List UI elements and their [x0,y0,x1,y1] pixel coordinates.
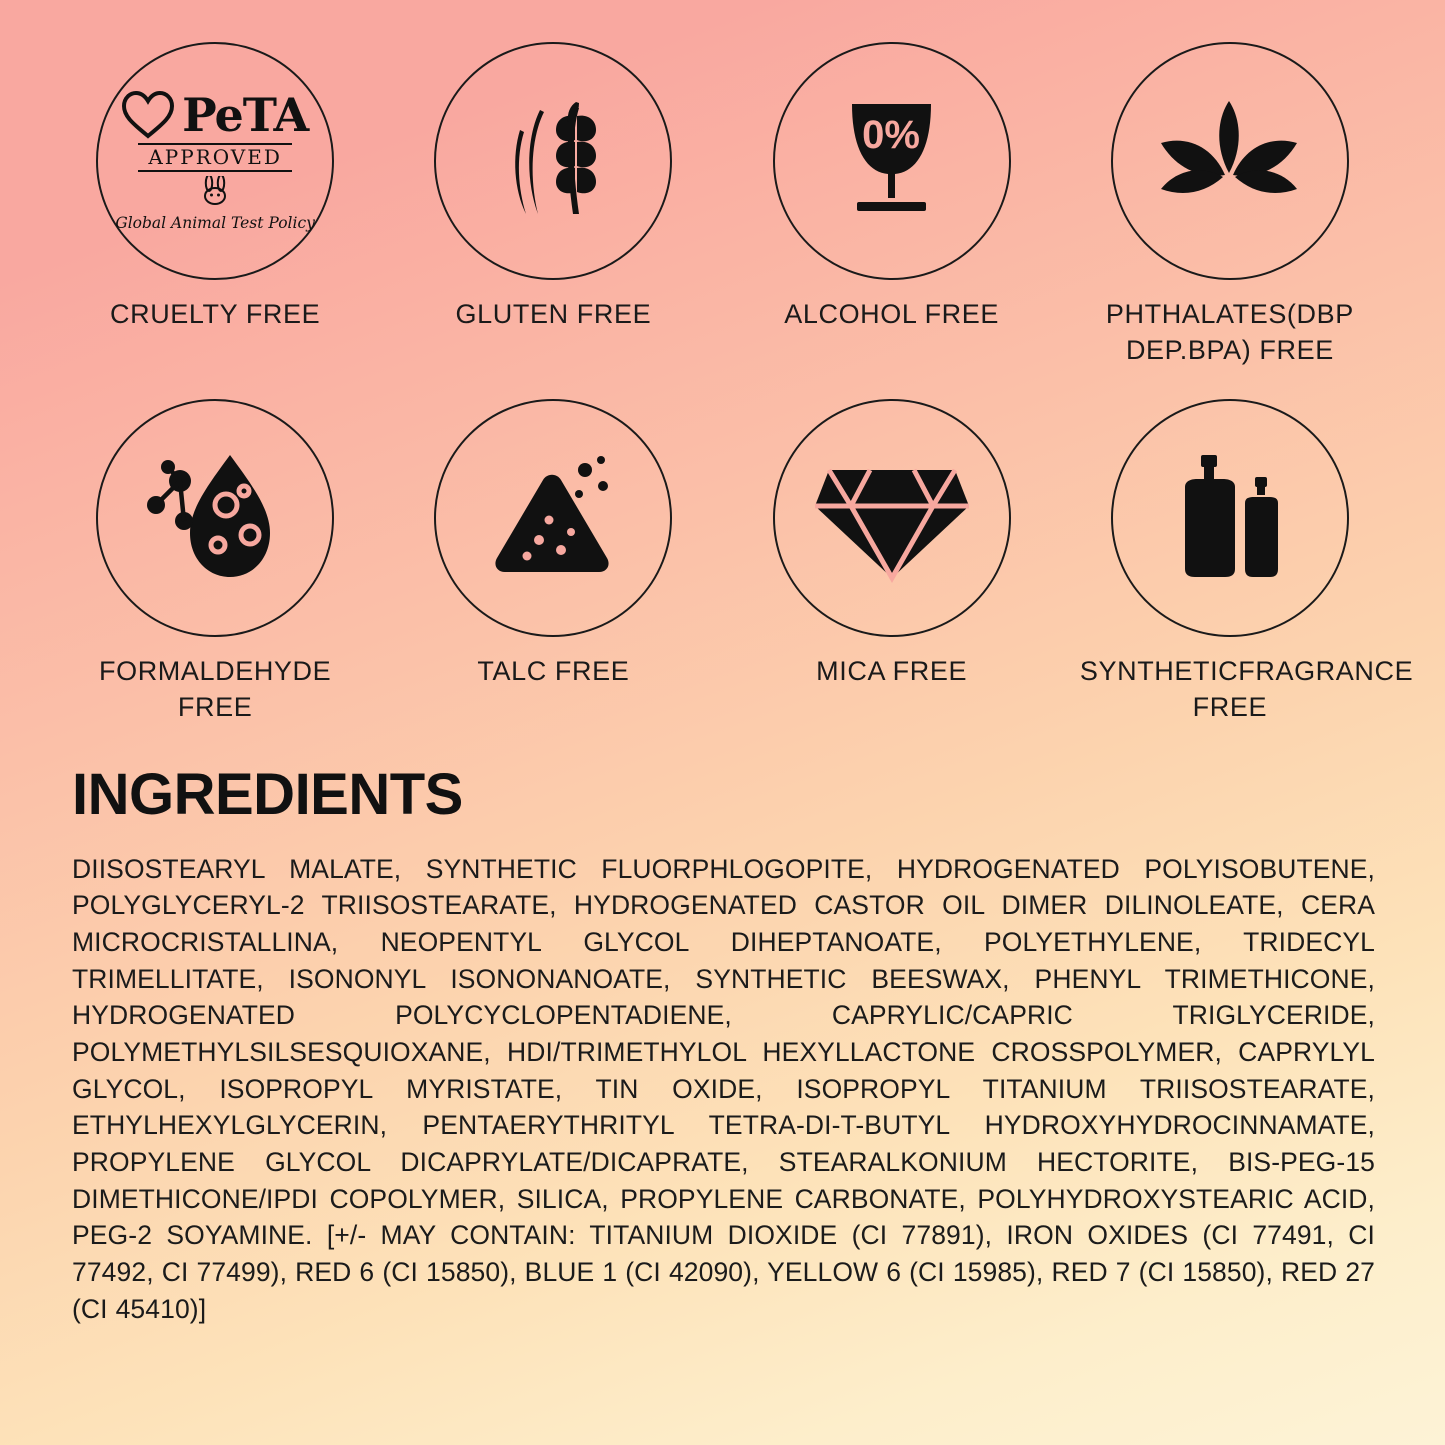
badge-label: CRUELTY FREE [110,299,321,329]
badge-formaldehyde-free [46,399,384,756]
badge-phthalates-free [1061,42,1399,399]
molecule-droplet-icon [138,443,293,593]
badge-circle [1111,42,1349,280]
leaves-icon [1147,91,1312,231]
badge-mica-free [723,399,1061,756]
peta-approved-label: APPROVED [138,143,292,172]
zero-percent-text: 0% [862,113,921,157]
fragrance-bottles-icon [1155,443,1305,593]
ingredients-section [0,756,1445,1327]
powder-pile-icon [473,446,633,591]
ingredients-list-text: DIISOSTEARYL MALATE, SYNTHETIC FLUORPHLOGOPITE, HYDROGENATED POLYISOBUTENE, POLYGLYCERYL-2 TRIISOSTEARATE, HYDROGENATED CASTOR OIL DIMER DILINOLEATE, CERA MICROCRISTALLINA, NEOPENTYL GLYCOL DIHEPTANOATE, POLYETHYLENE, TRIDECYL TRIMELLITATE, ISONONYL ISONONANOATE, SYNTHETIC BEESWAX, PHENYL TRIMETHICONE, HYDROGENATED POLYCYCLOPENTADIENE, CAPRYLIC/CAPRIC TRIGLYCERIDE, POLYMETHYLSILSESQUIOXANE, HDI/TRIMETHYLOL HEXYLLACTONE CROSSPOLYMER, CAPRYLYL GLYCOL, ISOPROPYL MYRISTATE, TIN OXIDE, ISOPROPYL TITANIUM TRIISOSTEARATE, ETHYLHEXYLGLYCERIN, PENTAERYTHRITYL TETRA-DI-T-BUTYL HYDROXYHYDROCINNAMATE, PROPYLENE GLYCOL DICAPRYLATE/DICAPRATE, STEARALKONIUM HECTORITE, BIS-PEG-15 DIMETHICONE/IPDI COPOLYMER, SILICA, PROPYLENE CARBONATE, POLYHYDROXYSTEARIC ACID, PEG-2 SOYAMINE. [+/- MAY CONTAIN: TITANIUM DIOXIDE (CI 77891), IRON OXIDES (CI 77491, CI 77492, CI 77499), RED 6 (CI 15850), BLUE 1 (CI 42090), YELLOW 6 (CI 15985), RED 7 (CI 15850), RED 27 (CI 45410)] [72,853,1375,1324]
badge-label: PHTHALATES(DBP DEP.BPA) FREE [1105,299,1354,365]
badge-gluten-free [384,42,722,399]
wheat-icon [478,86,628,236]
badge-circle [773,399,1011,637]
badge-label: SYNTHETICFRAGRANCE FREE [1079,656,1414,722]
diamond-icon [807,448,977,588]
badge-alcohol-free [723,42,1061,399]
badge-circle [1111,399,1349,637]
peta-approved-icon [108,87,323,232]
badge-circle [773,42,1011,280]
heart-icon [122,91,174,139]
wine-glass-zero-percent-icon [814,86,969,236]
badge-circle [96,399,334,637]
badge-label: FORMALDEHYDE FREE [99,656,332,722]
badge-circle [434,42,672,280]
badge-label: GLUTEN FREE [455,299,652,329]
badge-label: ALCOHOL FREE [784,299,999,329]
badge-label: MICA FREE [816,656,968,686]
badge-cruelty-free [46,42,384,399]
badge-circle [434,399,672,637]
peta-wordmark: PeTA [182,87,309,142]
ingredients-title: INGREDIENTS [72,762,463,827]
badge-synthetic-fragrance-free [1061,399,1414,756]
badge-talc-free [384,399,722,756]
rabbit-icon [192,176,238,206]
badge-label: TALC FREE [477,656,630,686]
peta-policy-text: Global Animal Test Policy [115,213,315,232]
badge-circle [96,42,334,280]
